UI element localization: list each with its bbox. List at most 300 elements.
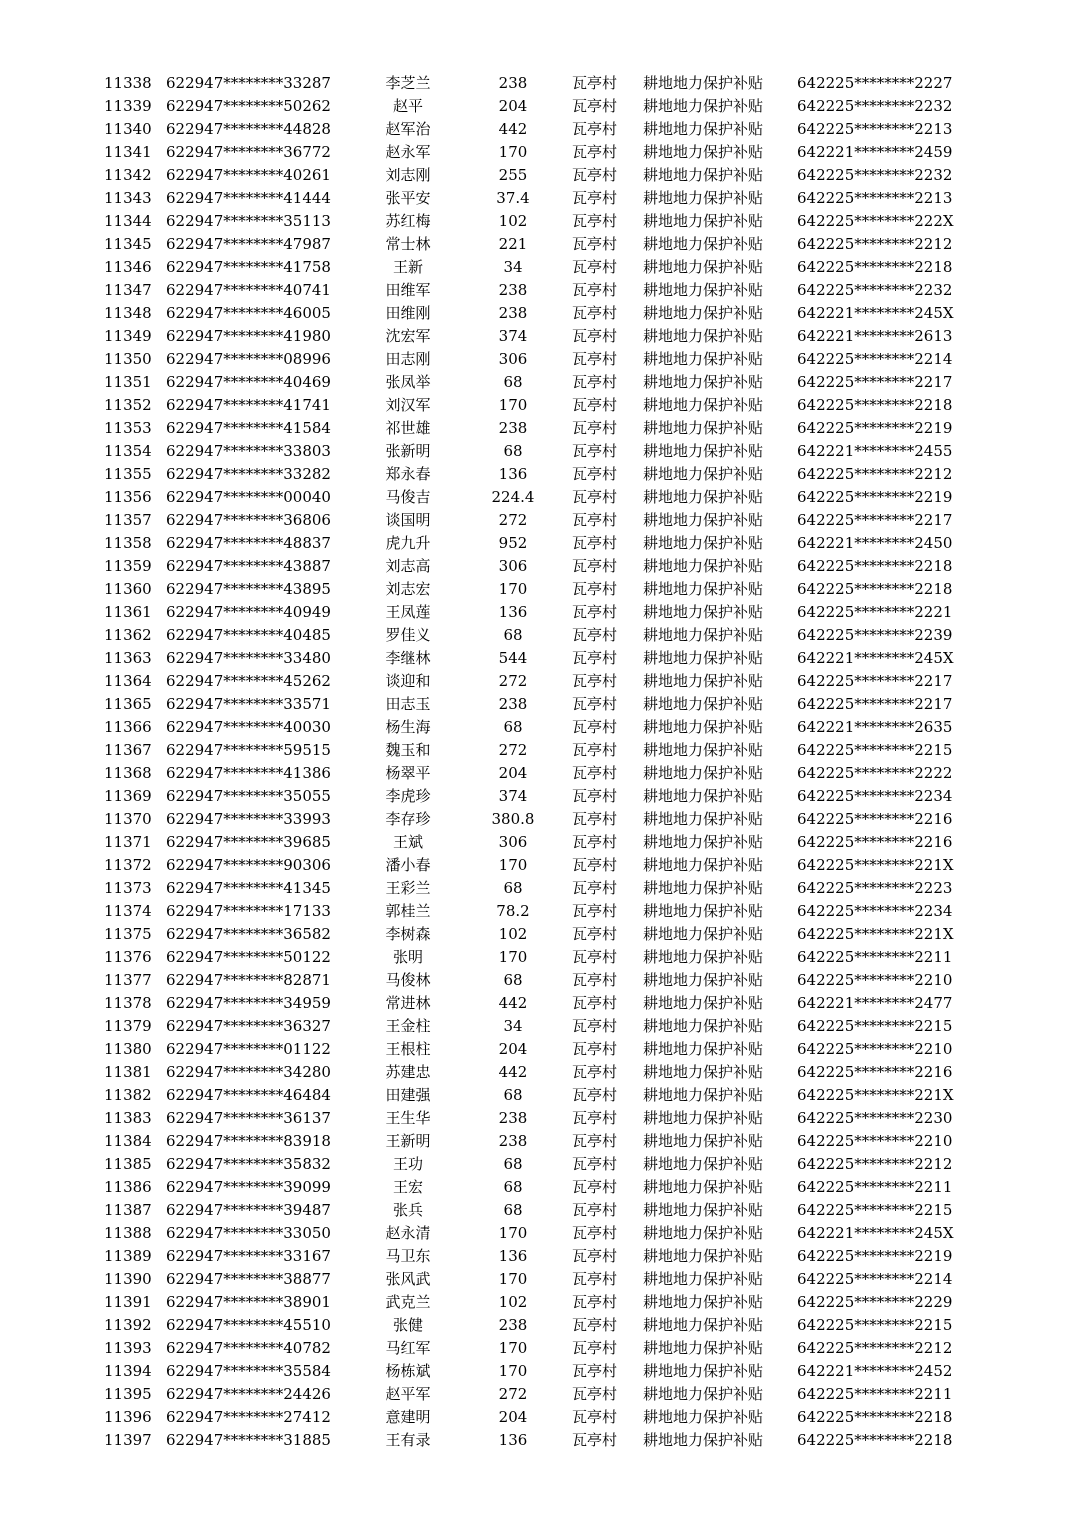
village: 瓦亭村	[572, 373, 618, 391]
row-number: 11392	[104, 1316, 152, 1334]
row-number: 11357	[104, 511, 152, 529]
subsidy-amount: 238	[498, 1109, 528, 1127]
table-row	[0, 1314, 1074, 1337]
holder-name: 常进林	[385, 994, 431, 1012]
village: 瓦亭村	[572, 1247, 618, 1265]
id-number: 642225********2218	[797, 1408, 953, 1426]
village: 瓦亭村	[572, 327, 618, 345]
village: 瓦亭村	[572, 856, 618, 874]
holder-name: 王有录	[385, 1431, 431, 1449]
row-number: 11348	[104, 304, 152, 322]
row-number: 11374	[104, 902, 152, 920]
subsidy-type: 耕地地力保护补贴	[643, 1132, 764, 1150]
subsidy-type: 耕地地力保护补贴	[643, 212, 764, 230]
id-number: 642225********2210	[797, 1132, 953, 1150]
subsidy-amount: 204	[498, 1408, 528, 1426]
account-number: 622947********41980	[166, 327, 331, 345]
table-row	[0, 1337, 1074, 1360]
table-row	[0, 1176, 1074, 1199]
subsidy-amount: 34	[503, 1017, 523, 1035]
subsidy-amount: 170	[498, 1270, 528, 1288]
subsidy-amount: 204	[498, 1040, 528, 1058]
row-number: 11340	[104, 120, 152, 138]
subsidy-type: 耕地地力保护补贴	[643, 557, 764, 575]
table-row	[0, 256, 1074, 279]
village: 瓦亭村	[572, 419, 618, 437]
table-row	[0, 647, 1074, 670]
subsidy-type: 耕地地力保护补贴	[643, 810, 764, 828]
id-number: 642225********2213	[797, 120, 953, 138]
row-number: 11379	[104, 1017, 152, 1035]
account-number: 622947********41584	[166, 419, 331, 437]
subsidy-type: 耕地地力保护补贴	[643, 879, 764, 897]
holder-name: 苏建忠	[385, 1063, 431, 1081]
subsidy-amount: 68	[503, 718, 523, 736]
id-number: 642225********2217	[797, 373, 953, 391]
village: 瓦亭村	[572, 120, 618, 138]
holder-name: 张平安	[385, 189, 431, 207]
id-number: 642225********2212	[797, 465, 953, 483]
holder-name: 王生华	[385, 1109, 431, 1127]
row-number: 11382	[104, 1086, 152, 1104]
subsidy-amount: 78.2	[496, 902, 530, 920]
table-row	[0, 371, 1074, 394]
village: 瓦亭村	[572, 787, 618, 805]
row-number: 11346	[104, 258, 152, 276]
table-row	[0, 440, 1074, 463]
village: 瓦亭村	[572, 442, 618, 460]
subsidy-type: 耕地地力保护补贴	[643, 488, 764, 506]
subsidy-type: 耕地地力保护补贴	[643, 327, 764, 345]
id-number: 642225********2216	[797, 1063, 953, 1081]
village: 瓦亭村	[572, 1040, 618, 1058]
table-row	[0, 1130, 1074, 1153]
table-row	[0, 831, 1074, 854]
subsidy-type: 耕地地力保护补贴	[643, 1155, 764, 1173]
account-number: 622947********35113	[166, 212, 331, 230]
account-number: 622947********46005	[166, 304, 331, 322]
holder-name: 赵平	[392, 97, 423, 115]
holder-name: 武克兰	[385, 1293, 431, 1311]
account-number: 622947********38877	[166, 1270, 331, 1288]
table-row	[0, 1038, 1074, 1061]
subsidy-type: 耕地地力保护补贴	[643, 304, 764, 322]
id-number: 642225********221X	[797, 925, 954, 943]
account-number: 622947********41386	[166, 764, 331, 782]
holder-name: 马卫东	[385, 1247, 431, 1265]
row-number: 11387	[104, 1201, 152, 1219]
subsidy-type: 耕地地力保护补贴	[643, 396, 764, 414]
row-number: 11365	[104, 695, 152, 713]
subsidy-type: 耕地地力保护补贴	[643, 902, 764, 920]
id-number: 642221********245X	[797, 1224, 954, 1242]
row-number: 11339	[104, 97, 152, 115]
account-number: 622947********47987	[166, 235, 331, 253]
holder-name: 赵平军	[385, 1385, 431, 1403]
subsidy-amount: 238	[498, 695, 528, 713]
table-row	[0, 302, 1074, 325]
table-row	[0, 1291, 1074, 1314]
table-row	[0, 1199, 1074, 1222]
account-number: 622947********36772	[166, 143, 331, 161]
account-number: 622947********38901	[166, 1293, 331, 1311]
account-number: 622947********41741	[166, 396, 331, 414]
subsidy-amount: 68	[503, 626, 523, 644]
holder-name: 杨栋斌	[385, 1362, 431, 1380]
account-number: 622947********45510	[166, 1316, 331, 1334]
subsidy-amount: 170	[498, 143, 528, 161]
table-row	[0, 141, 1074, 164]
holder-name: 杨生海	[385, 718, 431, 736]
table-row	[0, 877, 1074, 900]
row-number: 11395	[104, 1385, 152, 1403]
holder-name: 赵永军	[385, 143, 431, 161]
subsidy-amount: 136	[498, 603, 528, 621]
id-number: 642225********2210	[797, 971, 953, 989]
holder-name: 李存珍	[385, 810, 431, 828]
id-number: 642221********2613	[797, 327, 953, 345]
row-number: 11358	[104, 534, 152, 552]
account-number: 622947********17133	[166, 902, 331, 920]
account-number: 622947********50122	[166, 948, 331, 966]
holder-name: 王新	[392, 258, 423, 276]
subsidy-type: 耕地地力保护补贴	[643, 74, 764, 92]
row-number: 11356	[104, 488, 152, 506]
account-number: 622947********39099	[166, 1178, 331, 1196]
subsidy-amount: 136	[498, 465, 528, 483]
id-number: 642225********2218	[797, 1431, 953, 1449]
holder-name: 王斌	[392, 833, 423, 851]
account-number: 622947********40741	[166, 281, 331, 299]
holder-name: 李树森	[385, 925, 431, 943]
account-number: 622947********36806	[166, 511, 331, 529]
account-number: 622947********33480	[166, 649, 331, 667]
id-number: 642225********2214	[797, 1270, 953, 1288]
row-number: 11354	[104, 442, 152, 460]
subsidy-amount: 442	[498, 994, 528, 1012]
subsidy-amount: 170	[498, 1339, 528, 1357]
row-number: 11389	[104, 1247, 152, 1265]
table-row	[0, 1222, 1074, 1245]
row-number: 11341	[104, 143, 152, 161]
holder-name: 潘小春	[385, 856, 431, 874]
village: 瓦亭村	[572, 741, 618, 759]
holder-name: 王金柱	[385, 1017, 431, 1035]
holder-name: 马俊林	[385, 971, 431, 989]
table-row	[0, 486, 1074, 509]
row-number: 11370	[104, 810, 152, 828]
village: 瓦亭村	[572, 1293, 618, 1311]
id-number: 642221********245X	[797, 649, 954, 667]
subsidy-type: 耕地地力保护补贴	[643, 534, 764, 552]
subsidy-type: 耕地地力保护补贴	[643, 603, 764, 621]
row-number: 11352	[104, 396, 152, 414]
village: 瓦亭村	[572, 1316, 618, 1334]
subsidy-amount: 68	[503, 971, 523, 989]
village: 瓦亭村	[572, 396, 618, 414]
village: 瓦亭村	[572, 143, 618, 161]
row-number: 11383	[104, 1109, 152, 1127]
account-number: 622947********59515	[166, 741, 331, 759]
holder-name: 马红军	[385, 1339, 431, 1357]
account-number: 622947********40782	[166, 1339, 331, 1357]
table-row	[0, 946, 1074, 969]
account-number: 622947********08996	[166, 350, 331, 368]
holder-name: 虎九升	[385, 534, 431, 552]
subsidy-amount: 102	[498, 925, 528, 943]
id-number: 642225********2216	[797, 810, 953, 828]
id-number: 642221********2459	[797, 143, 953, 161]
village: 瓦亭村	[572, 1155, 618, 1173]
subsidy-type: 耕地地力保护补贴	[643, 695, 764, 713]
id-number: 642225********2219	[797, 488, 953, 506]
table-row	[0, 716, 1074, 739]
table-row	[0, 1383, 1074, 1406]
row-number: 11388	[104, 1224, 152, 1242]
table-row	[0, 1406, 1074, 1429]
account-number: 622947********35584	[166, 1362, 331, 1380]
village: 瓦亭村	[572, 97, 618, 115]
id-number: 642225********2221	[797, 603, 953, 621]
subsidy-amount: 170	[498, 1224, 528, 1242]
subsidy-amount: 374	[498, 787, 528, 805]
village: 瓦亭村	[572, 166, 618, 184]
row-number: 11363	[104, 649, 152, 667]
id-number: 642225********2222	[797, 764, 953, 782]
subsidy-type: 耕地地力保护补贴	[643, 189, 764, 207]
holder-name: 谈迎和	[385, 672, 431, 690]
subsidy-type: 耕地地力保护补贴	[643, 1293, 764, 1311]
row-number: 11367	[104, 741, 152, 759]
holder-name: 苏红梅	[385, 212, 431, 230]
subsidy-type: 耕地地力保护补贴	[643, 787, 764, 805]
village: 瓦亭村	[572, 580, 618, 598]
account-number: 622947********48837	[166, 534, 331, 552]
village: 瓦亭村	[572, 764, 618, 782]
table-row	[0, 1107, 1074, 1130]
id-number: 642225********2229	[797, 1293, 953, 1311]
id-number: 642225********2227	[797, 74, 953, 92]
id-number: 642225********2218	[797, 557, 953, 575]
account-number: 622947********41444	[166, 189, 331, 207]
village: 瓦亭村	[572, 1017, 618, 1035]
account-number: 622947********40485	[166, 626, 331, 644]
id-number: 642225********2212	[797, 235, 953, 253]
table-row	[0, 72, 1074, 95]
subsidy-amount: 238	[498, 1316, 528, 1334]
subsidy-amount: 68	[503, 373, 523, 391]
holder-name: 意建明	[385, 1408, 431, 1426]
table-row	[0, 463, 1074, 486]
account-number: 622947********40469	[166, 373, 331, 391]
table-row	[0, 348, 1074, 371]
id-number: 642225********2217	[797, 695, 953, 713]
subsidy-type: 耕地地力保护补贴	[643, 1224, 764, 1242]
id-number: 642225********2212	[797, 1339, 953, 1357]
subsidy-amount: 306	[498, 557, 528, 575]
id-number: 642225********2234	[797, 787, 953, 805]
table-row	[0, 532, 1074, 555]
table-row	[0, 210, 1074, 233]
account-number: 622947********34280	[166, 1063, 331, 1081]
subsidy-amount: 221	[498, 235, 528, 253]
account-number: 622947********45262	[166, 672, 331, 690]
village: 瓦亭村	[572, 1109, 618, 1127]
table-row	[0, 1245, 1074, 1268]
village: 瓦亭村	[572, 810, 618, 828]
subsidy-amount: 544	[498, 649, 528, 667]
id-number: 642225********2218	[797, 258, 953, 276]
table-row	[0, 670, 1074, 693]
village: 瓦亭村	[572, 534, 618, 552]
village: 瓦亭村	[572, 488, 618, 506]
table-row	[0, 601, 1074, 624]
village: 瓦亭村	[572, 350, 618, 368]
subsidy-amount: 170	[498, 856, 528, 874]
holder-name: 王宏	[392, 1178, 423, 1196]
table-row	[0, 1015, 1074, 1038]
village: 瓦亭村	[572, 879, 618, 897]
subsidy-type: 耕地地力保护补贴	[643, 258, 764, 276]
row-number: 11375	[104, 925, 152, 943]
account-number: 622947********40261	[166, 166, 331, 184]
account-number: 622947********27412	[166, 1408, 331, 1426]
holder-name: 魏玉和	[385, 741, 431, 759]
id-number: 642225********2215	[797, 1201, 953, 1219]
subsidy-amount: 37.4	[496, 189, 530, 207]
subsidy-type: 耕地地力保护补贴	[643, 373, 764, 391]
row-number: 11377	[104, 971, 152, 989]
subsidy-type: 耕地地力保护补贴	[643, 1086, 764, 1104]
row-number: 11381	[104, 1063, 152, 1081]
id-number: 642225********2211	[797, 948, 953, 966]
village: 瓦亭村	[572, 925, 618, 943]
id-number: 642221********245X	[797, 304, 954, 322]
table-row	[0, 1153, 1074, 1176]
subsidy-type: 耕地地力保护补贴	[643, 718, 764, 736]
subsidy-amount: 224.4	[491, 488, 535, 506]
village: 瓦亭村	[572, 1201, 618, 1219]
account-number: 622947********41345	[166, 879, 331, 897]
village: 瓦亭村	[572, 626, 618, 644]
row-number: 11385	[104, 1155, 152, 1173]
table-row	[0, 578, 1074, 601]
holder-name: 沈宏军	[385, 327, 431, 345]
village: 瓦亭村	[572, 557, 618, 575]
subsidy-amount: 442	[498, 120, 528, 138]
subsidy-amount: 170	[498, 1362, 528, 1380]
account-number: 622947********44828	[166, 120, 331, 138]
row-number: 11393	[104, 1339, 152, 1357]
subsidy-type: 耕地地力保护补贴	[643, 511, 764, 529]
table-row	[0, 164, 1074, 187]
id-number: 642225********2239	[797, 626, 953, 644]
row-number: 11372	[104, 856, 152, 874]
subsidy-amount: 170	[498, 396, 528, 414]
village: 瓦亭村	[572, 649, 618, 667]
account-number: 622947********24426	[166, 1385, 331, 1403]
account-number: 622947********33993	[166, 810, 331, 828]
holder-name: 田维军	[385, 281, 431, 299]
id-number: 642225********2210	[797, 1040, 953, 1058]
id-number: 642225********2223	[797, 879, 953, 897]
subsidy-type: 耕地地力保护补贴	[643, 626, 764, 644]
row-number: 11338	[104, 74, 152, 92]
table-row	[0, 1061, 1074, 1084]
holder-name: 张新明	[385, 442, 431, 460]
row-number: 11360	[104, 580, 152, 598]
village: 瓦亭村	[572, 695, 618, 713]
table-row	[0, 325, 1074, 348]
holder-name: 马俊吉	[385, 488, 431, 506]
table-row	[0, 118, 1074, 141]
table-row	[0, 854, 1074, 877]
id-number: 642225********2217	[797, 672, 953, 690]
subsidy-type: 耕地地力保护补贴	[643, 580, 764, 598]
id-number: 642225********2215	[797, 741, 953, 759]
subsidy-amount: 136	[498, 1431, 528, 1449]
holder-name: 罗佳义	[385, 626, 431, 644]
holder-name: 谈国明	[385, 511, 431, 529]
holder-name: 张明	[392, 948, 423, 966]
row-number: 11361	[104, 603, 152, 621]
subsidy-type: 耕地地力保护补贴	[643, 166, 764, 184]
village: 瓦亭村	[572, 1362, 618, 1380]
subsidy-type: 耕地地力保护补贴	[643, 925, 764, 943]
table-row	[0, 900, 1074, 923]
subsidy-type: 耕地地力保护补贴	[643, 1109, 764, 1127]
subsidy-amount: 68	[503, 442, 523, 460]
village: 瓦亭村	[572, 281, 618, 299]
id-number: 642225********2211	[797, 1385, 953, 1403]
village: 瓦亭村	[572, 672, 618, 690]
row-number: 11376	[104, 948, 152, 966]
row-number: 11368	[104, 764, 152, 782]
holder-name: 王功	[392, 1155, 423, 1173]
table-row	[0, 1084, 1074, 1107]
subsidy-type: 耕地地力保护补贴	[643, 1362, 764, 1380]
village: 瓦亭村	[572, 1408, 618, 1426]
village: 瓦亭村	[572, 603, 618, 621]
table-row	[0, 509, 1074, 532]
table-row	[0, 785, 1074, 808]
id-number: 642225********2232	[797, 281, 953, 299]
village: 瓦亭村	[572, 902, 618, 920]
subsidy-type: 耕地地力保护补贴	[643, 281, 764, 299]
id-number: 642225********2215	[797, 1316, 953, 1334]
village: 瓦亭村	[572, 971, 618, 989]
subsidy-amount: 952	[498, 534, 528, 552]
subsidy-type: 耕地地力保护补贴	[643, 649, 764, 667]
id-number: 642225********2230	[797, 1109, 953, 1127]
village: 瓦亭村	[572, 1224, 618, 1242]
village: 瓦亭村	[572, 994, 618, 1012]
subsidy-amount: 170	[498, 580, 528, 598]
village: 瓦亭村	[572, 1385, 618, 1403]
subsidy-type: 耕地地力保护补贴	[643, 971, 764, 989]
holder-name: 赵军治	[385, 120, 431, 138]
village: 瓦亭村	[572, 948, 618, 966]
village: 瓦亭村	[572, 304, 618, 322]
table-row	[0, 233, 1074, 256]
subsidy-type: 耕地地力保护补贴	[643, 1431, 764, 1449]
row-number: 11394	[104, 1362, 152, 1380]
row-number: 11384	[104, 1132, 152, 1150]
row-number: 11364	[104, 672, 152, 690]
account-number: 622947********33050	[166, 1224, 331, 1242]
holder-name: 田志刚	[385, 350, 431, 368]
holder-name: 田志玉	[385, 695, 431, 713]
